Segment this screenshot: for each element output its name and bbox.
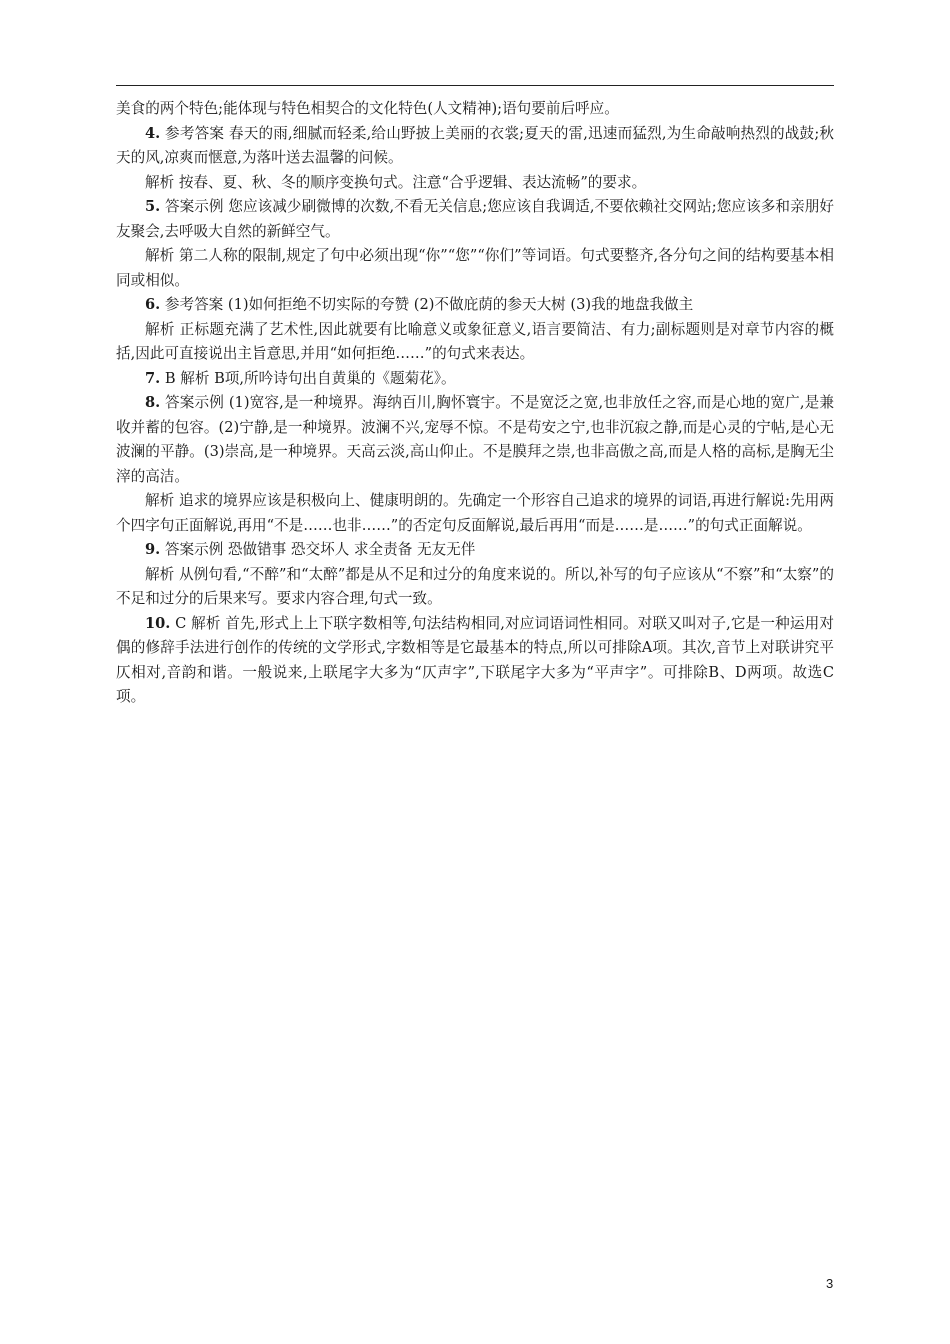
paragraph-text: 答案示例 恐做错事 恐交坏人 求全责备 无友无伴 xyxy=(160,541,476,558)
paragraph-q9-analysis xyxy=(116,563,834,612)
paragraph-text: C 解析 首先,形式上上下联字数相等,句法结构相同,对应词语词性相同。对联又叫对子,它是一种运用对偶的修辞手法进行创作的传统的文学形式,字数相等是它最基本的特点,所以可排除A项。其次,音节上对联讲究平仄相对,音韵和谐。一般说来,上联尾字大多为“仄声字”,下联尾字大多为“平声字”。可排除B、D两项。故选C项。 xyxy=(116,614,834,705)
question-number: 10. xyxy=(145,614,171,632)
question-number: 8. xyxy=(145,394,161,411)
question-number: 5. xyxy=(145,198,161,215)
paragraph-text: 解析 第二人称的限制,规定了句中必须出现“你”“您”“你们”等词语。句式要整齐,各分句之间的结构要基本相同或相似。 xyxy=(116,247,834,289)
paragraph-text: 解析 正标题充满了艺术性,因此就要有比喻意义或象征意义,语言要简洁、有力;副标题则是对章节内容的概括,因此可直接说出主旨意思,并用“如何拒绝……”的句式来表达。 xyxy=(116,320,834,362)
paragraph-q6-answer xyxy=(116,293,834,318)
paragraph-text: 参考答案 (1)如何拒绝不切实际的夸赞 (2)不做庇荫的参天大树 (3)我的地盘我做主 xyxy=(160,296,694,313)
answer-content xyxy=(116,97,834,710)
paragraph-text: 答案示例 您应该减少刷微博的次数,不看无关信息;您应该自我调适,不要依赖社交网站;您应该多和亲朋好友聚会,去呼吸大自然的新鲜空气。 xyxy=(116,198,834,240)
paragraph-text: 美食的两个特色;能体现与特色相契合的文化特色(人文精神);语句要前后呼应。 xyxy=(116,100,619,117)
paragraph-text: 参考答案 春天的雨,细腻而轻柔,给山野披上美丽的衣裳;夏天的雷,迅速而猛烈,为生命敲响热烈的战鼓;秋天的风,凉爽而惬意,为落叶送去温馨的问候。 xyxy=(116,124,834,166)
paragraph-text: 解析 从例句看,“不醉”和“太醉”都是从不足和过分的角度来说的。所以,补写的句子应该从“不察”和“太察”的不足和过分的后果来写。要求内容合理,句式一致。 xyxy=(116,565,834,607)
paragraph-q7 xyxy=(116,367,834,392)
header-rule xyxy=(116,85,834,86)
paragraph-text: B 解析 B项,所吟诗句出自黄巢的《题菊花》。 xyxy=(160,369,456,387)
paragraph-text: 答案示例 (1)宽容,是一种境界。海纳百川,胸怀寰宇。不是宽泛之宽,也非放任之容,而是心地的宽广,是兼收并蓄的包容。(2)宁静,是一种境界。波澜不兴,宠辱不惊。不是苟安之宁,也非沉寂之静,而是心灵的宁帖,是心无波澜的平静。(3)崇高,是一种境界。天高云淡,高山仰止。不是膜拜之崇,也非高傲之高,而是人格的高标,是胸无尘滓的高洁。 xyxy=(116,394,834,485)
paragraph-continuation xyxy=(116,97,834,122)
paragraph-q9-answer xyxy=(116,538,834,563)
paragraph-q4-analysis xyxy=(116,171,834,196)
paragraph-q5-answer xyxy=(116,195,834,244)
paragraph-q4-answer xyxy=(116,122,834,171)
paragraph-q5-analysis xyxy=(116,244,834,293)
paragraph-text: 解析 按春、夏、秋、冬的顺序变换句式。注意“合乎逻辑、表达流畅”的要求。 xyxy=(145,173,647,191)
page-number: 3 xyxy=(826,1276,834,1291)
question-number: 4. xyxy=(145,124,161,142)
paragraph-q8-answer xyxy=(116,391,834,489)
paragraph-text: 解析 追求的境界应该是积极向上、健康明朗的。先确定一个形容自己追求的境界的词语,再进行解说:先用两个四字句正面解说,再用“不是……也非……”的否定句反面解说,最后再用“而是……是……”的句式正面解说。 xyxy=(116,492,834,534)
paragraph-q6-analysis xyxy=(116,318,834,367)
paragraph-q8-analysis xyxy=(116,489,834,538)
question-number: 6. xyxy=(145,296,161,313)
question-number: 7. xyxy=(145,369,161,387)
paragraph-q10 xyxy=(116,612,834,710)
question-number: 9. xyxy=(145,541,161,558)
